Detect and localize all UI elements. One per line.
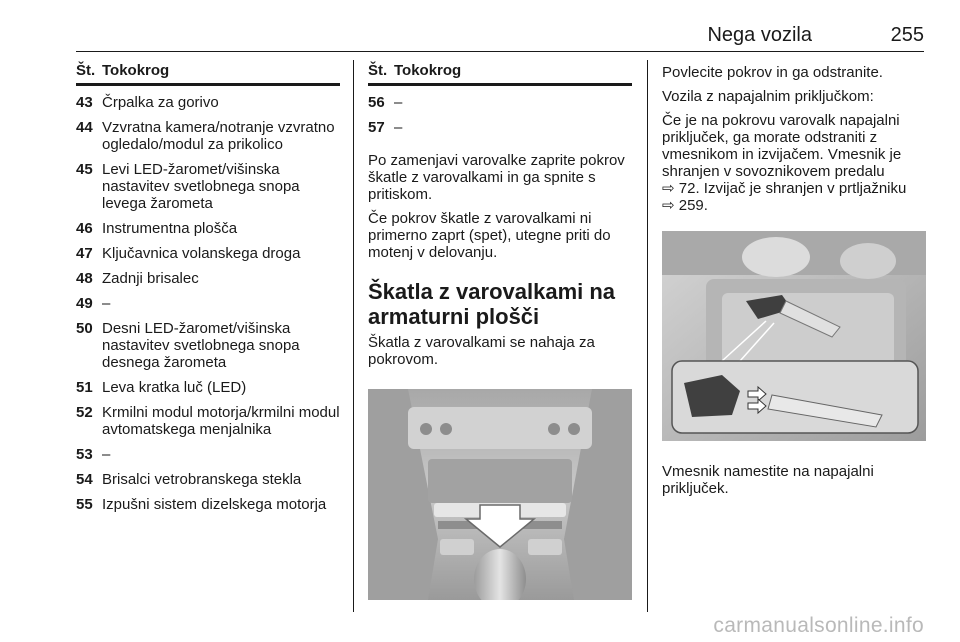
paragraph-malfunction-warning: Če pokrov škatle z varovalkami ni primerno zaprt (spet), utegne priti do motenj v delovanju.	[368, 210, 611, 261]
circuit-name: Desni LED-žaromet/višinska nastavitev svetlobnega snopa desnega žarometa	[102, 320, 300, 371]
fuse-number: 51	[76, 379, 93, 396]
paragraph-text: Če je na pokrovu varovalk napajalni priključek, ga morate odstraniti z vmesnikom in izvijačem. Vmesnik je shranjen v sovoznikovem predalu	[662, 112, 902, 180]
fuse-table-header	[76, 62, 340, 86]
table-row	[76, 295, 340, 312]
circuit-name: Brisalci vetrobranskega stekla	[102, 471, 302, 488]
paragraph-fuse-box-location: Škatla z varovalkami se nahaja za pokrovom.	[368, 334, 595, 368]
table-row	[76, 245, 340, 262]
column-header-circuit: Tokokrog	[394, 62, 462, 79]
circuit-name: Ključavnica volanskega droga	[102, 245, 301, 262]
circuit-name: Zadnji brisalec	[102, 270, 199, 287]
fuse-number: 45	[76, 161, 93, 178]
paragraph-remove-outlet	[662, 112, 926, 214]
dashboard-drawing	[368, 389, 632, 600]
paragraph-close-cover: Po zamenjavi varovalke zaprite pokrov škatle z varovalkami in ga spnite s pritiskom.	[368, 152, 625, 203]
column-header-number: Št.	[76, 62, 96, 79]
running-header-title: Nega vozila	[707, 24, 812, 46]
fuse-number: 48	[76, 270, 93, 287]
fuse-number: 56	[368, 94, 385, 111]
column-divider-1	[353, 60, 354, 612]
reference-arrow-icon[interactable]: ⇨	[662, 197, 675, 214]
fuse-number: 55	[76, 496, 93, 513]
page-number: 255	[890, 24, 924, 46]
fuse-table-rows	[76, 94, 340, 513]
column-divider-2	[647, 60, 648, 612]
fuse-table-rows	[368, 94, 632, 136]
page-reference[interactable]: 259	[678, 197, 704, 214]
section-heading: Škatla z varovalkami na armaturni plošči	[368, 279, 616, 329]
adapter-drawing	[662, 231, 926, 441]
fuse-number: 46	[76, 220, 93, 237]
table-row	[76, 379, 340, 396]
paragraph-pull-cover: Povlecite pokrov in ga odstranite.	[662, 64, 883, 81]
circuit-name: Vzvratna kamera/notranje vzvratno ogledalo/modul za prikolico	[102, 119, 335, 153]
fuse-number: 43	[76, 94, 93, 111]
table-row	[76, 119, 340, 153]
table-row	[76, 496, 340, 513]
circuit-name: Instrumentna plošča	[102, 220, 238, 237]
fuse-number: 52	[76, 404, 93, 421]
fuse-number: 50	[76, 320, 93, 337]
table-row	[76, 446, 340, 463]
paragraph-text: .	[703, 197, 708, 214]
circuit-name: Črpalka za gorivo	[102, 94, 219, 111]
column-header-circuit: Tokokrog	[102, 62, 170, 79]
page-reference[interactable]: 72	[678, 180, 696, 197]
circuit-name: Izpušni sistem dizelskega motorja	[102, 496, 327, 513]
fuse-number: 57	[368, 119, 385, 136]
circuit-name: Leva kratka luč (LED)	[102, 379, 247, 396]
circuit-name: Krmilni modul motorja/krmilni modul avtomatskega menjalnika	[102, 404, 340, 438]
table-row	[368, 119, 632, 136]
fuse-number: 54	[76, 471, 93, 488]
fuse-number: 44	[76, 119, 93, 136]
circuit-name: –	[394, 94, 403, 111]
fuse-number: 53	[76, 446, 93, 463]
fuse-number: 49	[76, 295, 93, 312]
circuit-name: –	[102, 446, 111, 463]
table-row	[76, 161, 340, 212]
circuit-name: Levi LED-žaromet/višinska nastavitev svetlobnega snopa levega žarometa	[102, 161, 300, 212]
table-row	[76, 270, 340, 287]
left-column	[76, 62, 340, 513]
circuit-name: –	[394, 119, 403, 136]
adapter-illustration	[662, 231, 926, 441]
paragraph-power-outlet-vehicles: Vozila z napajalnim priključkom:	[662, 88, 874, 105]
right-column	[662, 64, 926, 214]
column-header-number: Št.	[368, 62, 388, 79]
table-row	[368, 94, 632, 111]
dashboard-fuse-box-illustration	[368, 389, 632, 600]
paragraph-attach-adapter: Vmesnik namestite na napajalni priključek.	[662, 463, 874, 497]
fuse-number: 47	[76, 245, 93, 262]
circuit-name: –	[102, 295, 111, 312]
table-row	[76, 404, 340, 438]
paragraph-text: . Izvijač je shranjen v prtljažniku	[695, 180, 907, 197]
middle-column	[368, 62, 632, 368]
header-rule	[76, 51, 924, 52]
reference-arrow-icon[interactable]: ⇨	[662, 180, 675, 197]
table-row	[76, 94, 340, 111]
table-row	[76, 471, 340, 488]
table-row	[76, 320, 340, 371]
table-row	[76, 220, 340, 237]
fuse-table-header	[368, 62, 632, 86]
watermark: carmanualsonline.info	[713, 614, 924, 637]
